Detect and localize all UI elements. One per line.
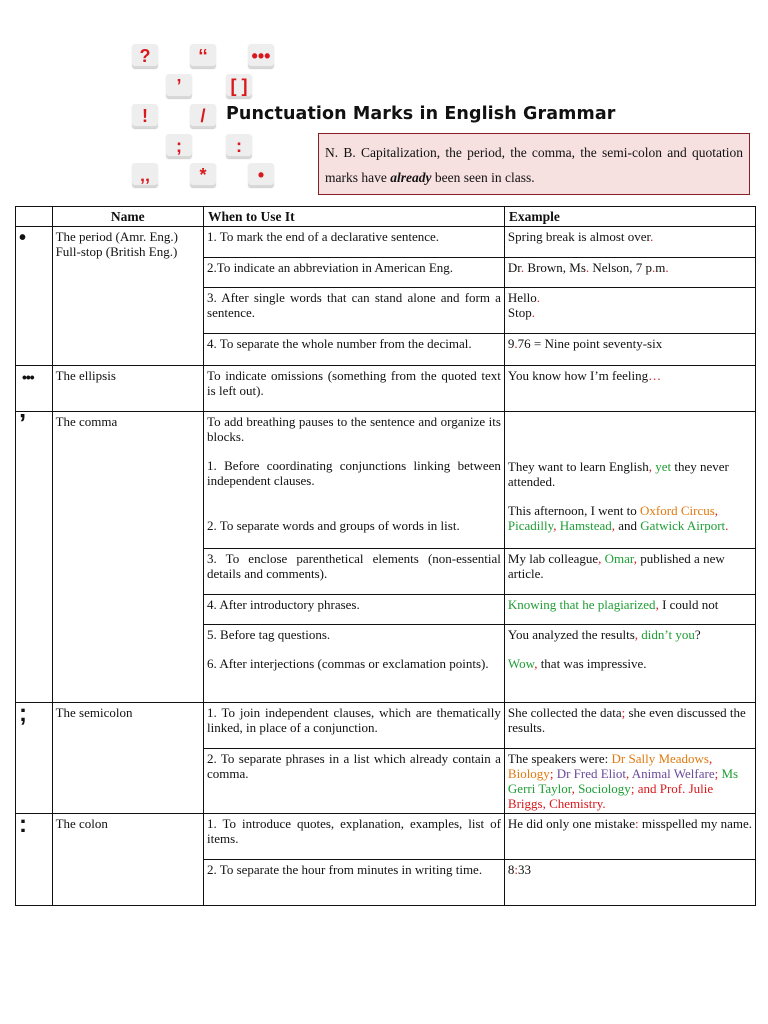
brackets-key: [ ] bbox=[226, 74, 252, 98]
colon-name: The colon bbox=[52, 814, 203, 906]
page-title: Punctuation Marks in English Grammar bbox=[226, 104, 616, 124]
colon-symbol: : bbox=[16, 814, 53, 906]
table-row: 5. Before tag questions. 6. After interjections (commas or exclamation points). You analyzed the results, didn’t you? Wow, that was impressive. bbox=[16, 625, 756, 703]
punctuation-table bbox=[15, 206, 756, 906]
table-header-row bbox=[16, 207, 756, 227]
asterisk-key: * bbox=[190, 163, 216, 187]
table-row: 4. After introductory phrases. Knowing that he plagiarized, I could not bbox=[16, 595, 756, 625]
question-mark-key: ? bbox=[132, 44, 158, 68]
semicolon-name: The semicolon bbox=[52, 703, 203, 814]
table-row: 2. To separate phrases in a list which already contain a comma. The speakers were: Dr Sally Meadows, Biology; Dr Fred Eliot, Animal Welfare; Ms Gerri Taylor, Sociology; and Prof. Julie Briggs, Chemistry. bbox=[16, 749, 756, 814]
exclamation-key: ! bbox=[132, 104, 158, 128]
ellipsis-name: The ellipsis bbox=[52, 366, 203, 412]
table-row: ; The semicolon 1. To join independent clauses, which are thematically linked, in place of a conjunction. She collected the data; she even discussed the results. bbox=[16, 703, 756, 749]
comma-name: The comma bbox=[52, 412, 203, 703]
table-row: 4. To separate the whole number from the decimal. 9.76 = Nine point seventy-six bbox=[16, 334, 756, 366]
slash-key: / bbox=[190, 104, 216, 128]
comma-key: ’ bbox=[166, 74, 192, 98]
note-text: N. B. Capitalization, the period, the comma, the semi-colon and quotation marks have already been seen in class. bbox=[325, 145, 743, 185]
semicolon-key: ; bbox=[166, 134, 192, 158]
table-row: ••• The ellipsis To indicate omissions (something from the quoted text is left out). You know how I’m feeling… bbox=[16, 366, 756, 412]
table-row: 3. To enclose parenthetical elements (non-essential details and comments). My lab colleague, Omar, published a new article. bbox=[16, 549, 756, 595]
table-row: ’ The comma To add breathing pauses to the sentence and organize its blocks. 1. Before coordinating conjunctions linking between independent clauses. 2. To separate words and groups of words in list. They want to learn English, yet they never attended. This afternoon, I went to Oxford Circus, Picadilly, Hamstead, and Gatwick Airport. bbox=[16, 412, 756, 549]
ellipsis-key: ••• bbox=[248, 44, 274, 68]
period-symbol: • bbox=[16, 227, 53, 366]
table-row: 2. To separate the hour from minutes in writing time. 8:33 bbox=[16, 860, 756, 906]
comma-symbol: ’ bbox=[16, 412, 53, 703]
header-example: Example bbox=[504, 207, 755, 227]
header-when: When to Use It bbox=[204, 207, 505, 227]
table-row: 3. After single words that can stand alone and form a sentence. Hello. Stop. bbox=[16, 288, 756, 334]
colon-key: : bbox=[226, 134, 252, 158]
period-name: The period (Amr. Eng.) Full-stop (British Eng.) bbox=[52, 227, 203, 366]
period-key: • bbox=[248, 163, 274, 187]
table-row: • The period (Amr. Eng.) Full-stop (British Eng.) 1. To mark the end of a declarative sentence. Spring break is almost over. bbox=[16, 227, 756, 258]
ellipsis-symbol: ••• bbox=[16, 366, 53, 412]
header-name: Name bbox=[52, 207, 203, 227]
close-quote-key: ‚‚ bbox=[132, 163, 158, 187]
open-quote-key: ‘‘ bbox=[190, 44, 216, 68]
table-row: 2.To indicate an abbreviation in American Eng. Dr. Brown, Ms. Nelson, 7 p.m. bbox=[16, 258, 756, 288]
table-row: : The colon 1. To introduce quotes, explanation, examples, list of items. He did only one mistake: misspelled my name. bbox=[16, 814, 756, 860]
semicolon-symbol: ; bbox=[16, 703, 53, 814]
note-box bbox=[318, 133, 750, 195]
